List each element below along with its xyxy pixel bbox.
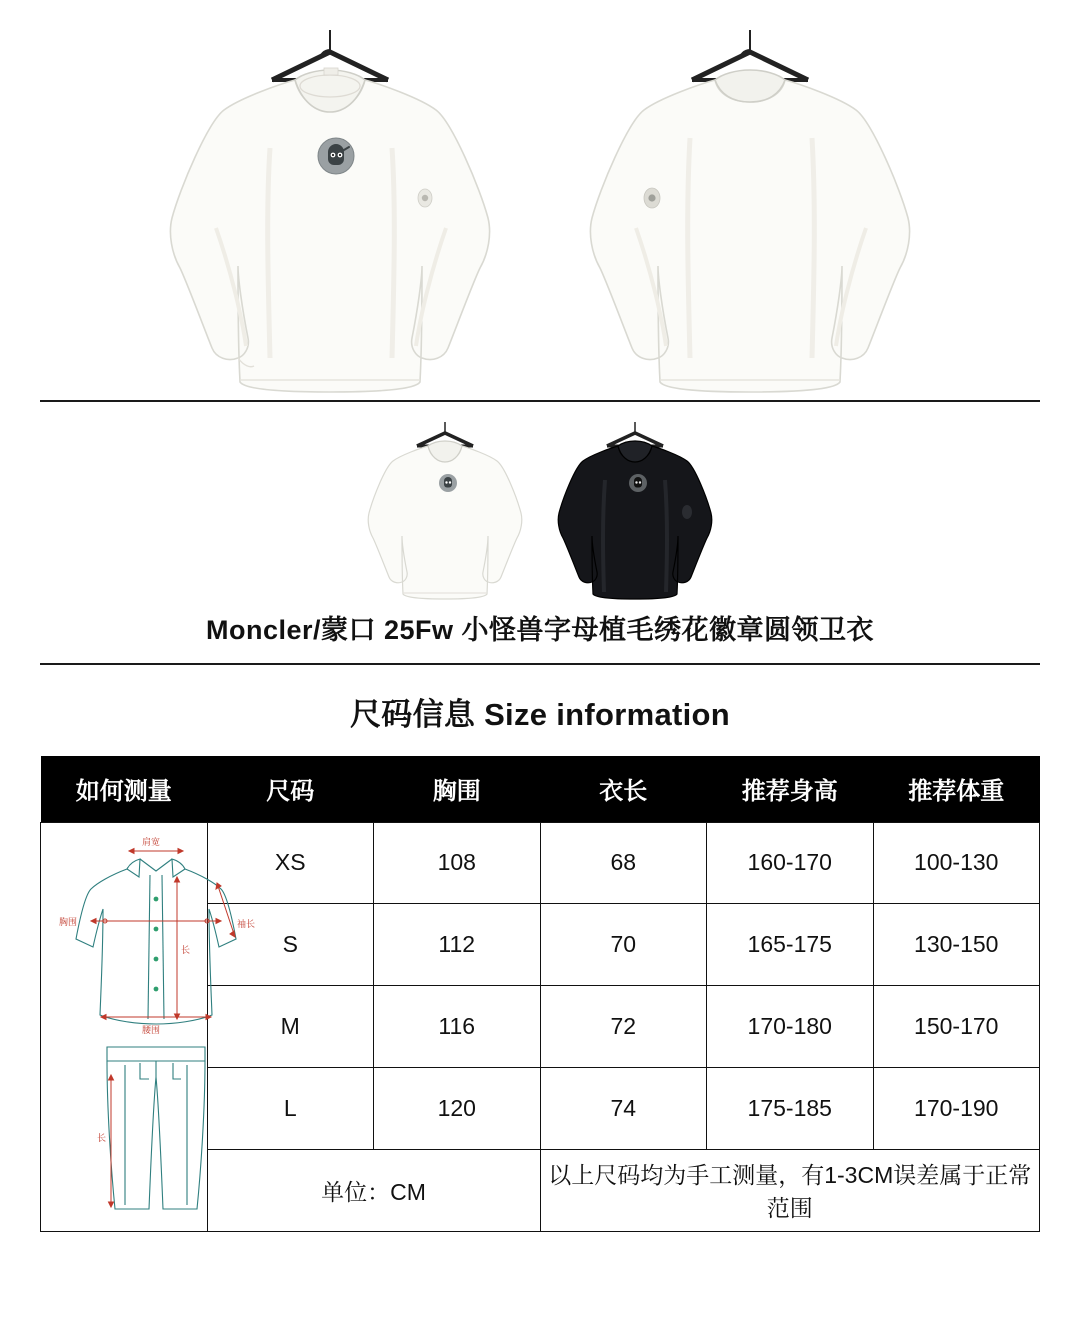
cell-size: S	[207, 904, 374, 986]
monster-patch-icon	[629, 474, 647, 492]
monster-patch-icon	[439, 474, 457, 492]
table-row	[41, 822, 1040, 904]
col-size: 尺码	[207, 756, 374, 822]
cell-height: 170-180	[707, 986, 874, 1068]
label-sleeve: 袖长	[237, 918, 256, 929]
cell-length: 74	[540, 1067, 707, 1149]
note-text: 以上尺码均为手工测量，有1-3CM误差属于正常范围	[540, 1149, 1040, 1231]
cell-length: 68	[540, 822, 707, 904]
cell-height: 165-175	[707, 904, 874, 986]
monster-patch-icon	[318, 138, 354, 174]
cell-chest: 112	[374, 904, 541, 986]
cell-weight: 150-170	[873, 986, 1040, 1068]
colorway-images	[0, 402, 1080, 602]
note-unit: 单位：CM	[207, 1149, 540, 1231]
sleeve-badge-icon	[644, 188, 660, 208]
cell-size: XS	[207, 822, 374, 904]
cell-weight: 100-130	[873, 822, 1040, 904]
label-top-length: 长	[181, 944, 191, 955]
size-table	[40, 756, 1040, 1232]
col-weight: 推荐体重	[873, 756, 1040, 822]
hero-back-cell	[540, 0, 960, 400]
cell-size: M	[207, 986, 374, 1068]
cell-chest: 108	[374, 822, 541, 904]
hero-front-cell	[120, 0, 540, 400]
measurement-diagram-cell	[41, 822, 256, 1231]
cell-weight: 130-150	[873, 904, 1040, 986]
neck-label	[324, 68, 338, 75]
label-shoulder: 肩宽	[142, 836, 161, 847]
cell-size: L	[207, 1067, 374, 1149]
cell-chest: 120	[374, 1067, 541, 1149]
cell-height: 175-185	[707, 1067, 874, 1149]
hero-images	[0, 0, 1080, 400]
black-colorway	[545, 420, 725, 600]
cell-length: 70	[540, 904, 707, 986]
sleeve-badge-icon	[682, 505, 692, 519]
colorway-white-cell[interactable]	[355, 420, 535, 600]
front-view	[120, 28, 540, 428]
page-title: Moncler/蒙口 25Fw 小怪兽字母植毛绣花徽章圆领卫衣	[205, 615, 875, 645]
size-table-header-row	[41, 756, 1040, 822]
white-colorway	[355, 420, 535, 600]
measurement-diagram	[45, 829, 267, 1219]
size-heading: 尺码信息 Size information	[349, 697, 731, 732]
label-pant-length: 长	[97, 1132, 107, 1143]
col-chest: 胸围	[374, 756, 541, 822]
cell-length: 72	[540, 986, 707, 1068]
cell-chest: 116	[374, 986, 541, 1068]
label-chest: 胸围	[59, 916, 78, 927]
col-how-to-measure: 如何测量	[41, 756, 208, 822]
col-length: 衣长	[540, 756, 707, 822]
sweater-back-graphic	[590, 70, 909, 392]
col-height: 推荐身高	[707, 756, 874, 822]
back-view	[540, 28, 960, 428]
sleeve-badge-icon	[418, 189, 432, 207]
cell-height: 160-170	[707, 822, 874, 904]
sweater-front-graphic	[170, 68, 489, 392]
colorway-black-cell[interactable]	[545, 420, 725, 600]
cell-weight: 170-190	[873, 1067, 1040, 1149]
label-waist: 腰围	[142, 1024, 161, 1035]
